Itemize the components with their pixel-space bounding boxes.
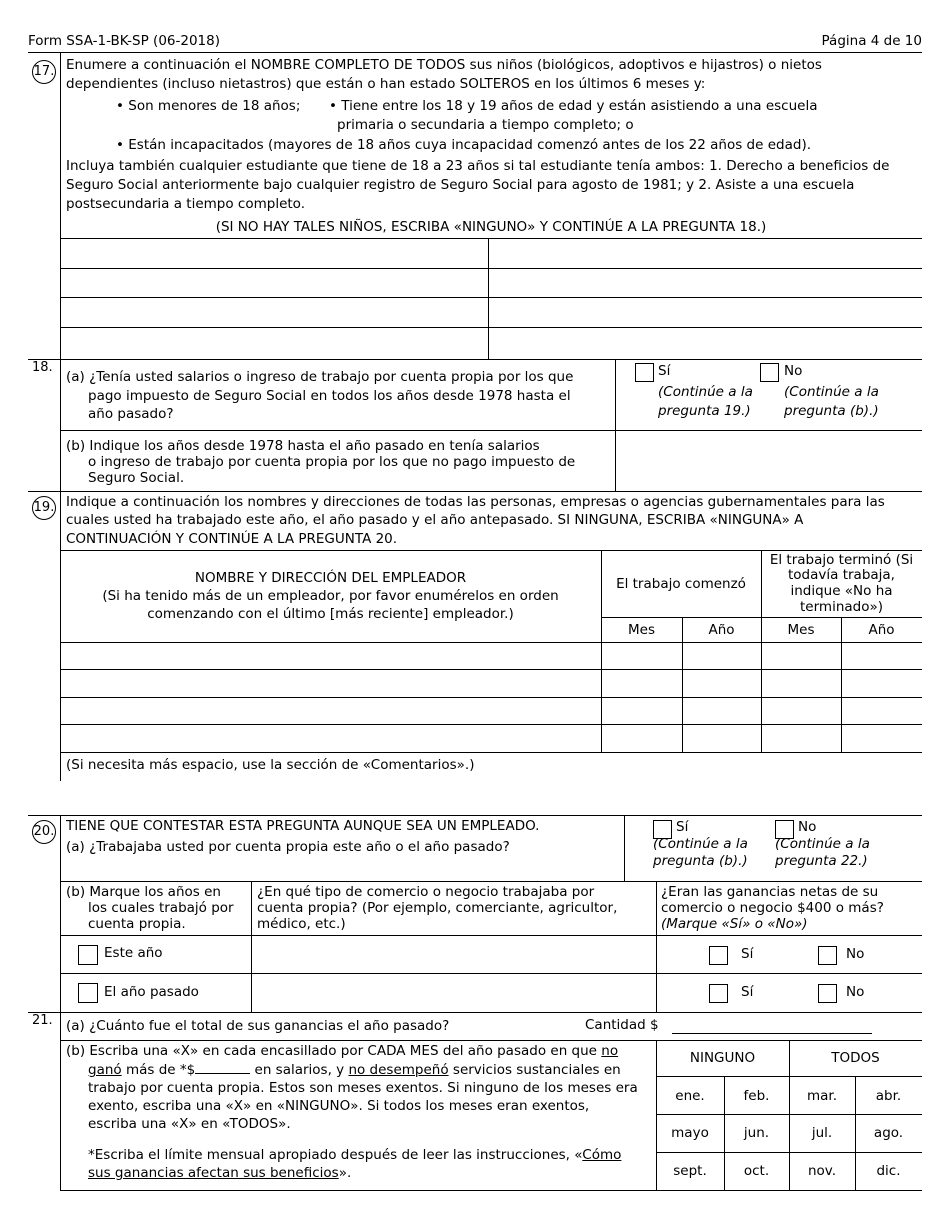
q21-month-cell[interactable]: jun. — [743, 1125, 770, 1141]
q20-earnings-header: (Marque «Sí» o «No») — [661, 916, 808, 932]
q17-bullet-18-19-line1: • Tiene entre los 18 y 19 años de edad y están asistiendo a una escuela — [329, 98, 818, 114]
q19-number: 19. — [32, 496, 56, 520]
q19-col-employer-note: comenzando con el último [más reciente] empleador.) — [147, 606, 514, 622]
q19-end-year-header: Año — [868, 622, 895, 638]
q20-number: 20. — [32, 820, 56, 844]
q21b-line3: trabajo por cuenta propia. Estos son meses exentos. Si ninguno de los meses era — [88, 1080, 638, 1096]
q20a-no-note: (Continúe a la — [775, 836, 870, 852]
q21-grid-row — [656, 1076, 922, 1077]
q19-left-rule — [60, 491, 61, 781]
q21b-line1: (b) Escriba una «X» en cada encasillado por CADA MES del año pasado en que no — [66, 1043, 619, 1059]
q20-business-type-last-year-field[interactable] — [253, 975, 654, 1010]
q21-none-cell[interactable]: NINGUNO — [689, 1050, 756, 1066]
q17-child-name-field[interactable] — [62, 299, 486, 326]
q18a-line2: pago impuesto de Seguro Social en todos los años desde 1978 hasta el — [88, 388, 571, 404]
q18-top-rule — [28, 359, 922, 360]
q20-last-year-no-checkbox[interactable] — [818, 984, 837, 1003]
q20b-last-year-checkbox[interactable] — [78, 983, 98, 1003]
q17-table-row-line — [60, 327, 922, 328]
q19-table-top — [60, 550, 922, 551]
q19-employer-field[interactable] — [62, 726, 599, 751]
q20a-yes-note: pregunta (b).) — [653, 853, 748, 869]
q20-business-header: cuenta propia? (Por ejemplo, comerciante, agricultor, — [257, 900, 618, 916]
q18-number: 18. — [32, 360, 53, 375]
q21-left-rule — [60, 1012, 61, 1190]
q17-intro-line1: Enumere a continuación el NOMBRE COMPLETO DE TODOS sus niños (biológicos, adoptivos e hijastros) o nietos — [66, 57, 822, 73]
q20-row-line — [60, 973, 922, 974]
q17-include-line3: postsecundaria a tiempo completo. — [66, 196, 305, 212]
q20-business-header: ¿En qué tipo de comercio o negocio trabajaba por — [257, 884, 595, 900]
q17-child-name-field[interactable] — [62, 240, 486, 267]
q19-row-line — [60, 724, 922, 725]
q20-this-year-no-label: No — [846, 946, 865, 962]
q18-answer-divider — [615, 359, 616, 491]
q18-mid-rule — [60, 430, 922, 431]
q21-all-cell[interactable]: TODOS — [831, 1050, 880, 1066]
q20-earnings-header: ¿Eran las ganancias netas de su — [661, 884, 879, 900]
q18a-no-label: No — [784, 363, 803, 379]
q20-this-year-yes-checkbox[interactable] — [709, 946, 728, 965]
q18a-line1: (a) ¿Tenía usted salarios o ingreso de trabajo por cuenta propia por los que — [66, 369, 574, 385]
q20-this-year-yes-label: Sí — [741, 946, 754, 962]
q21-month-cell[interactable]: ene. — [675, 1088, 705, 1104]
q17-none-instruction: (SI NO HAY TALES NIÑOS, ESCRIBA «NINGUNO» Y CONTINÚE A LA PREGUNTA 18.) — [215, 219, 767, 235]
q19-start-year-header: Año — [708, 622, 735, 638]
q19-col-ended: El trabajo terminó (Si — [769, 552, 914, 568]
q20b-line1: (b) Marque los años en — [66, 884, 221, 900]
q21-grid-row — [656, 1114, 922, 1115]
q17-table-divider — [488, 238, 489, 359]
q18a-yes-note: (Continúe a la — [658, 384, 753, 400]
q19-intro-line2: cuales usted ha trabajado este año, el año pasado y el año antepasado. SI NINGUNA, ESCRIBA «NINGUNA» A — [66, 512, 804, 528]
q18-left-rule — [60, 359, 61, 491]
q17-table-row-line — [60, 297, 922, 298]
q20a-no-note: pregunta 22.) — [775, 853, 868, 869]
q17-child-name-field[interactable] — [490, 240, 920, 267]
q20-must-answer: TIENE QUE CONTESTAR ESTA PREGUNTA AUNQUE SEA UN EMPLEADO. — [66, 818, 540, 834]
q18a-no-note: (Continúe a la — [784, 384, 879, 400]
q21-month-cell[interactable]: oct. — [743, 1163, 770, 1179]
q21-grid-row — [656, 1152, 922, 1153]
q19-employer-field[interactable] — [62, 671, 599, 696]
form-id: Form SSA-1-BK-SP (06-2018) — [28, 33, 220, 49]
q17-table-top — [60, 238, 922, 239]
q20-col-divider — [251, 881, 252, 1012]
q18a-no-checkbox[interactable] — [760, 363, 779, 382]
q19-top-rule — [28, 491, 922, 492]
q17-bullet-under-18: • Son menores de 18 años; — [116, 98, 301, 114]
q21b-line2: ganó más de *$ en salarios, y no desempeñó servicios sustanciales en — [88, 1062, 621, 1078]
q19-employer-field[interactable] — [62, 644, 599, 668]
q17-child-name-field[interactable] — [62, 329, 486, 357]
q19-row-line — [60, 752, 922, 753]
q21b-note-line1: *Escriba el límite mensual apropiado después de leer las instrucciones, «Cómo — [88, 1147, 622, 1163]
q20-business-type-this-year-field[interactable] — [253, 937, 654, 972]
q19-col-ended: indique «No ha — [790, 583, 893, 599]
q20-last-year-yes-checkbox[interactable] — [709, 984, 728, 1003]
q20-earnings-header: comercio o negocio $400 o más? — [661, 900, 884, 916]
q17-bullet-disabled: • Están incapacitados (mayores de 18 años cuya incapacidad comenzó antes de los 22 años de edad). — [116, 137, 811, 153]
q20-this-year-no-checkbox[interactable] — [818, 946, 837, 965]
q20b-line2: los cuales trabajó por — [88, 900, 234, 916]
q21-month-cell[interactable]: sept. — [673, 1163, 707, 1179]
q18a-yes-checkbox[interactable] — [635, 363, 654, 382]
q21b-line4: exento, escriba una «X» en «NINGUNO». Si todos los meses eran exentos, — [88, 1098, 590, 1114]
q17-child-name-field[interactable] — [490, 329, 920, 357]
q19-col-started: El trabajo comenzó — [616, 576, 746, 592]
q17-left-rule — [60, 53, 61, 359]
q18a-yes-note: pregunta 19.) — [658, 403, 751, 419]
q21-month-cell[interactable]: nov. — [807, 1163, 837, 1179]
q17-include-line1: Incluya también cualquier estudiante que tiene de 18 a 23 años si tal estudiante tenía ambos: 1. Derecho a beneficios de — [66, 158, 890, 174]
header-divider — [28, 52, 922, 53]
q19-row-line — [60, 697, 922, 698]
q20-last-year-no-label: No — [846, 984, 865, 1000]
q18b-years-field[interactable] — [617, 432, 920, 489]
q17-bullet-18-19-line2: primaria o secundaria a tiempo completo; o — [337, 117, 634, 133]
q20a-text: (a) ¿Trabajaba usted por cuenta propia este año o el año pasado? — [66, 839, 510, 855]
q21a-amount-label: Cantidad $ — [585, 1017, 659, 1033]
q19-row-line — [60, 642, 922, 643]
q19-col-employer-note: (Si ha tenido más de un empleador, por favor enumérelos en orden — [102, 588, 559, 604]
q21-month-cell[interactable]: feb. — [743, 1088, 770, 1104]
page-number: Página 4 de 10 — [821, 33, 922, 49]
q18b-line2: o ingreso de trabajo por cuenta propia por los que no pago impuesto de — [88, 454, 576, 470]
q21-top-rule — [28, 1012, 922, 1013]
q17-table-row-line — [60, 268, 922, 269]
q20a-answer-divider — [624, 815, 625, 881]
q19-row-line — [60, 669, 922, 670]
q21b-monthly-limit-input[interactable] — [195, 1060, 250, 1074]
q21-month-cell[interactable]: abr. — [875, 1088, 902, 1104]
q19-end-month-header: Mes — [787, 622, 815, 638]
q19-col-employer-title: NOMBRE Y DIRECCIÓN DEL EMPLEADOR — [194, 570, 467, 586]
q20-last-year-yes-label: Sí — [741, 984, 754, 1000]
q17-number: 17. — [32, 60, 56, 84]
q19-intro-line1: Indique a continuación los nombres y direcciones de todas las personas, empresas o agencias gubernamentales para las — [66, 494, 885, 510]
q18a-line3: año pasado? — [88, 406, 174, 422]
q20b-last-year-label: El año pasado — [104, 984, 199, 1000]
q17-child-name-field[interactable] — [490, 270, 920, 296]
q18b-line3: Seguro Social. — [88, 470, 185, 486]
q19-subheader-rule — [601, 617, 922, 618]
q19-more-space-note: (Si necesita más espacio, use la sección de «Comentarios».) — [66, 757, 475, 773]
q21-bottom-rule — [60, 1190, 922, 1191]
q21-month-cell[interactable]: jul. — [811, 1125, 833, 1141]
q20-top-rule — [28, 815, 922, 816]
q20b-line3: cuenta propia. — [88, 916, 186, 932]
q19-intro-line3: CONTINUACIÓN Y CONTINÚE A LA PREGUNTA 20. — [66, 531, 398, 547]
q19-start-month-header: Mes — [628, 622, 655, 638]
q20-col-divider — [656, 881, 657, 1012]
q19-employer-field[interactable] — [62, 699, 599, 723]
q17-child-name-field[interactable] — [62, 270, 486, 296]
q21-month-cell[interactable]: mar. — [806, 1088, 838, 1104]
q20-row-line — [60, 935, 922, 936]
q17-include-line2: Seguro Social anteriormente bajo cualquier registro de Seguro Social para agosto de 1981; y 2. Asiste a una escuela — [66, 177, 855, 193]
q18a-yes-label: Sí — [658, 363, 671, 379]
q17-intro-line2: dependientes (incluso nietastros) que están o han estado SOLTEROS en los últimos 6 meses y: — [66, 76, 706, 92]
q20a-yes-label: Sí — [676, 819, 689, 835]
q20a-no-label: No — [798, 819, 817, 835]
q21a-amount-input[interactable] — [672, 1033, 872, 1034]
q20a-yes-note: (Continúe a la — [653, 836, 748, 852]
q21b-line5: escriba una «X» en «TODOS». — [88, 1116, 291, 1132]
q20b-this-year-checkbox[interactable] — [78, 945, 98, 965]
q18b-line1: (b) Indique los años desde 1978 hasta el año pasado en tenía salarios — [66, 438, 540, 454]
q21-mid-rule — [60, 1040, 922, 1041]
q20-mid-rule — [60, 881, 922, 882]
q17-child-name-field[interactable] — [490, 299, 920, 326]
q18a-no-note: pregunta (b).) — [784, 403, 879, 419]
q21-month-cell[interactable]: dic. — [876, 1163, 901, 1179]
q19-col-ended: terminado») — [800, 599, 883, 615]
q20b-this-year-label: Este año — [104, 945, 163, 961]
q21b-note-line2: sus ganancias afectan sus beneficios». — [88, 1165, 352, 1181]
q19-col-ended: todavía trabaja, — [788, 567, 895, 583]
q21-month-cell[interactable]: mayo — [671, 1125, 709, 1141]
q20-left-rule — [60, 815, 61, 1012]
q20-business-header: médico, etc.) — [257, 916, 346, 932]
q21-month-cell[interactable]: ago. — [873, 1125, 904, 1141]
q21a-text: (a) ¿Cuánto fue el total de sus ganancias el año pasado? — [66, 1018, 450, 1034]
q21-number: 21. — [32, 1013, 53, 1028]
